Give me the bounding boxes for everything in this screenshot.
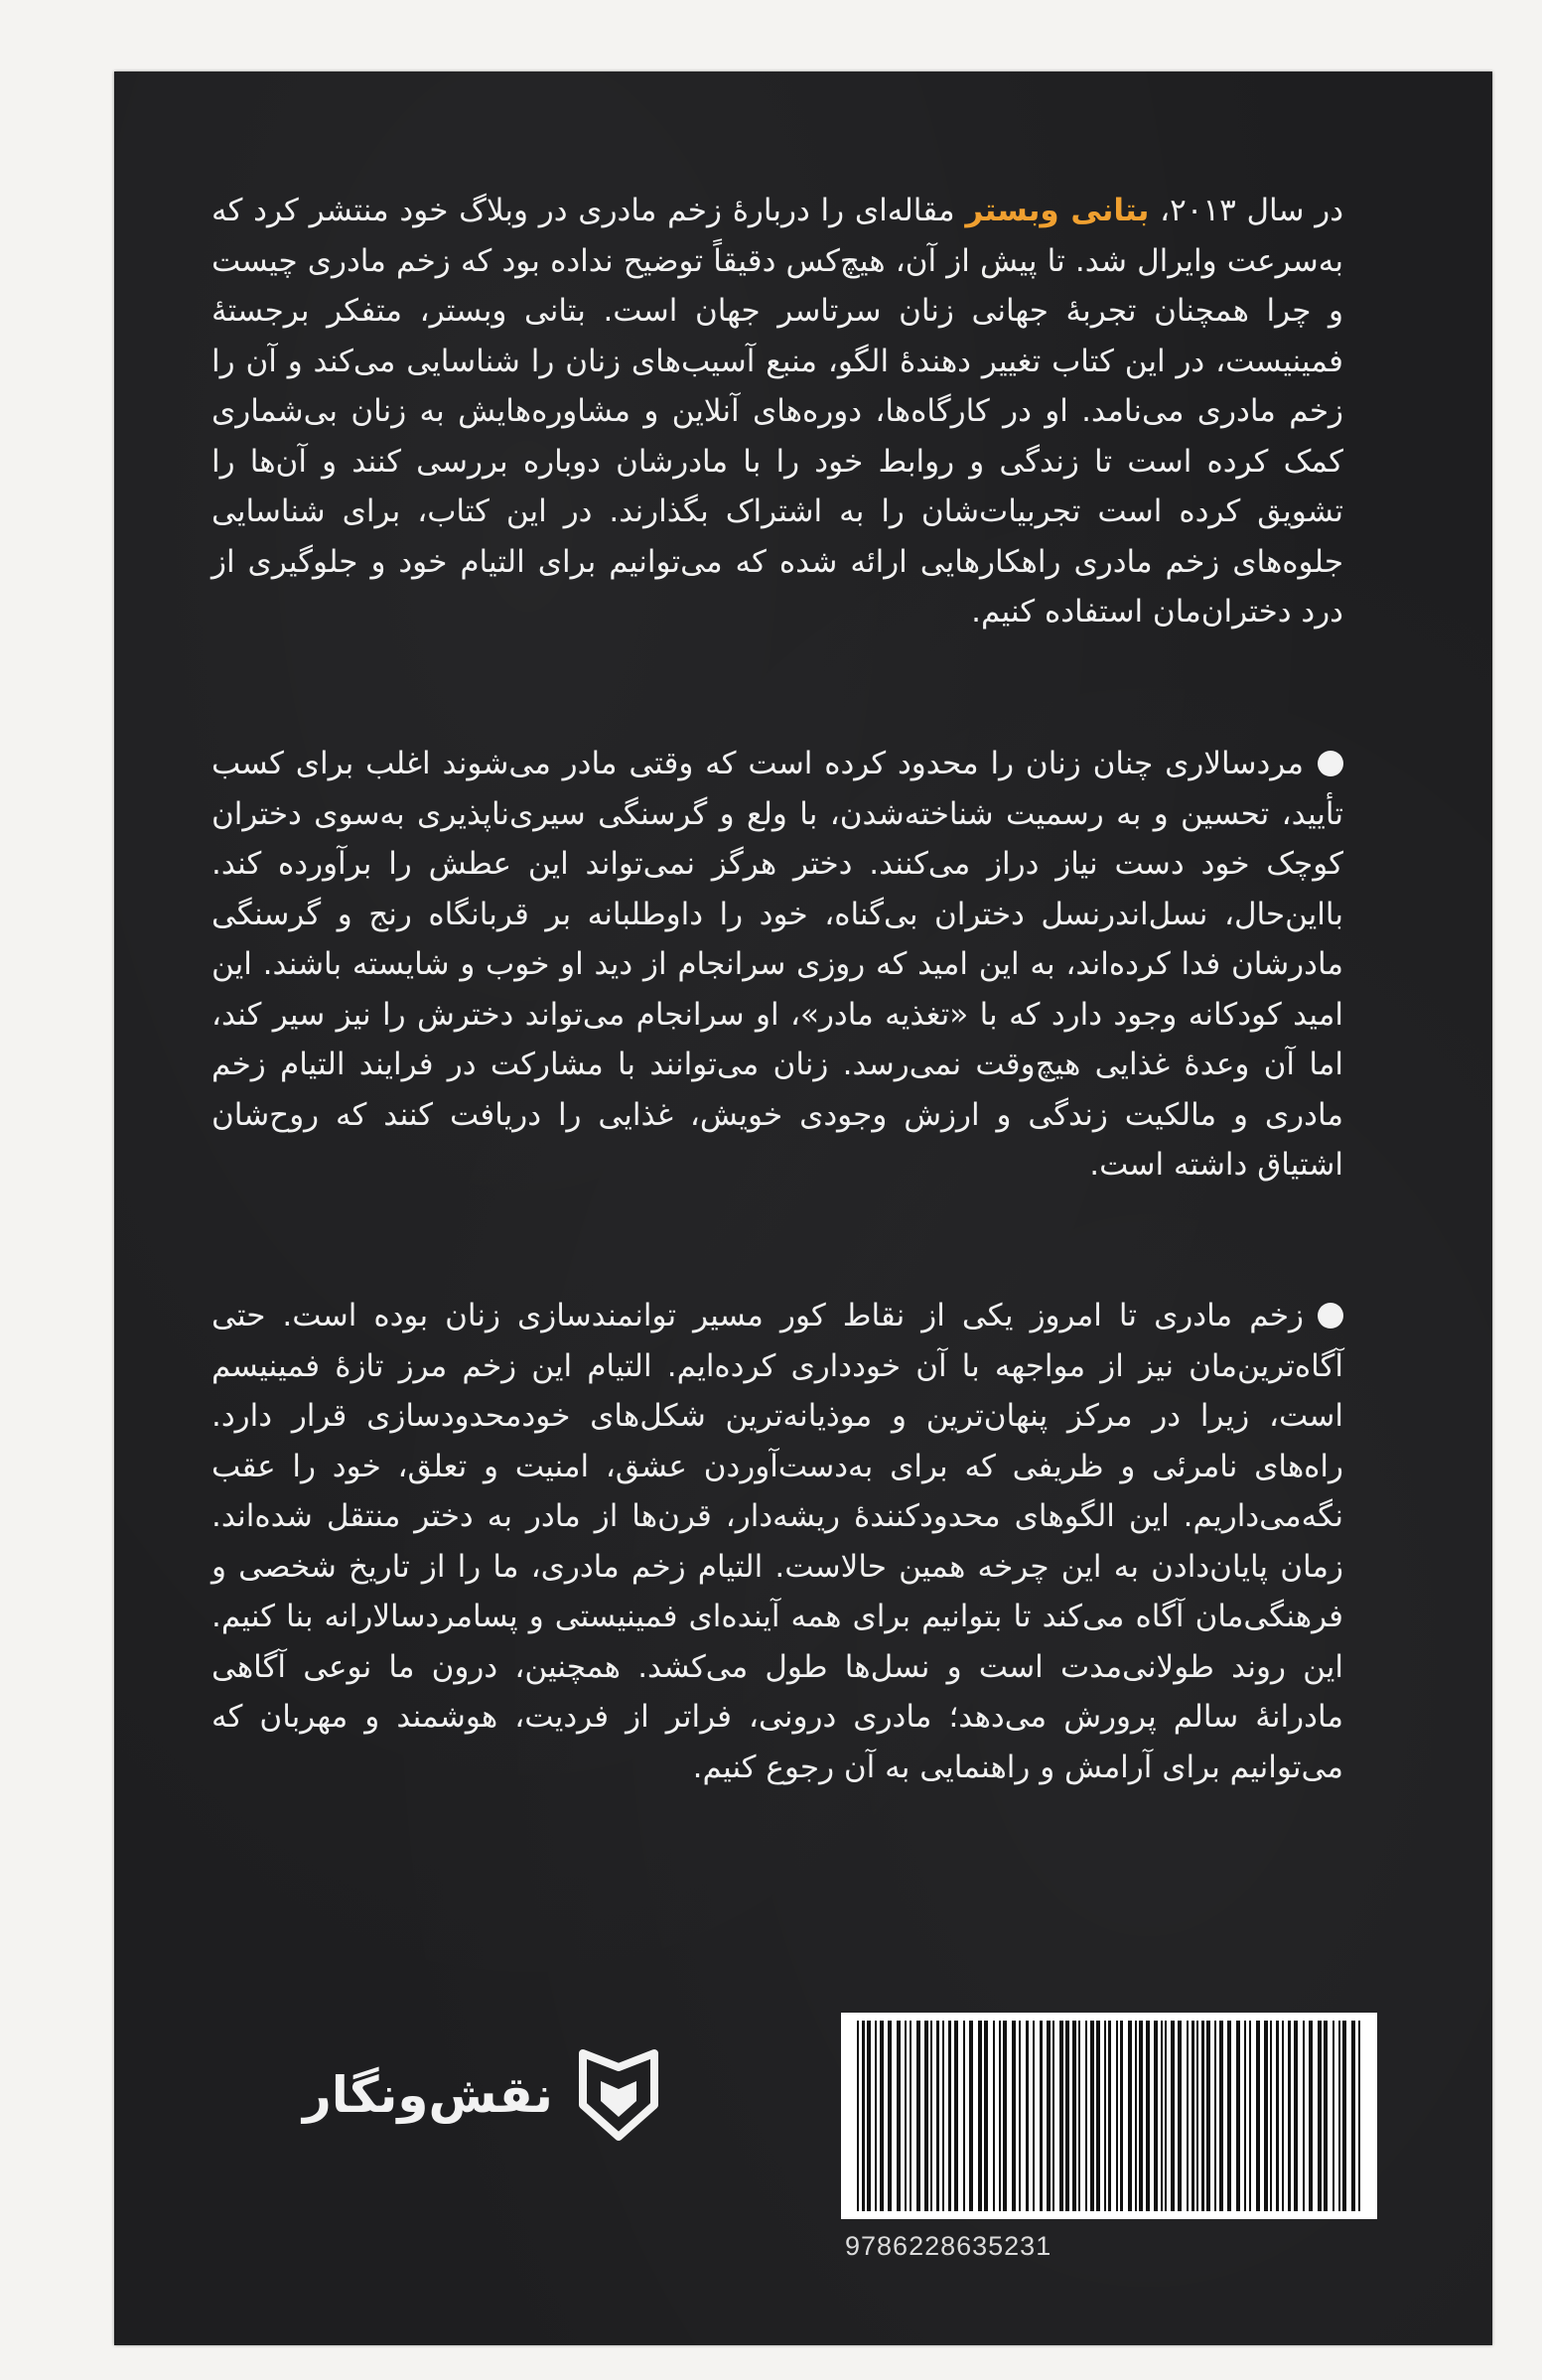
barcode-bar (1324, 2021, 1328, 2211)
barcode-bar (1276, 2021, 1279, 2211)
barcode-bar (984, 2021, 988, 2211)
barcode-bars (851, 2021, 1367, 2211)
barcode-bar (1187, 2021, 1189, 2211)
paragraph-2-text: مردسالاری چنان زنان را محدود کرده است که وقتی مادر می‌شوند اغلب برای کسب تأیید، تحسین و به رسمیت شناخته‌شدن، با ولع و گرسنگی سیری‌ناپذیری به‌سوی دختران کوچک خود دست نیاز دراز می‌کنند. دختر هرگز نمی‌تواند این عطش را برآورده کند. بااین‌حال، نسل‌اندرنسل دختران بی‌گناه، خود را داوطلبانه بر قربانگاه رنج و گرسنگی مادرشان فدا کرده‌اند، به این امید که روزی سرانجام از دید او خوب و شایسته باشند. این امید کودکانه وجود دارد که با «تغذیه مادر»، او سرانجام می‌تواند دخترش را نیز سیر کند، اما آن وعدهٔ غذایی هیچ‌وقت نمی‌رسد. زنان می‌توانند با مشارکت در فرایند التیام زخم مادری و مالکیت زندگی و ارزش وجودی خویش، غذایی را دریافت کنند که روح‌شان اشتیاق داشته است. (211, 746, 1343, 1183)
barcode-bar (1227, 2021, 1231, 2211)
barcode-bar (1338, 2021, 1340, 2211)
barcode-bar (916, 2021, 920, 2211)
barcode-bar (1342, 2021, 1346, 2211)
blurb-intro-text: در سال ۲۰۱۳، (1149, 193, 1343, 228)
barcode-bar (999, 2021, 1001, 2211)
barcode (841, 2013, 1377, 2219)
barcode-bar (1294, 2021, 1298, 2211)
barcode-bar (1139, 2021, 1143, 2211)
barcode-bar (1206, 2021, 1210, 2211)
barcode-bar (1288, 2021, 1291, 2211)
barcode-bar (1309, 2021, 1313, 2211)
barcode-bar (1318, 2021, 1322, 2211)
barcode-bar (936, 2021, 939, 2211)
barcode-bar (1165, 2021, 1167, 2211)
barcode-bar (1351, 2021, 1355, 2211)
barcode-bar (1282, 2021, 1284, 2211)
barcode-bar (1003, 2021, 1007, 2211)
blurb-paragraph-3 (211, 1291, 1343, 1792)
barcode-bar (1012, 2021, 1016, 2211)
barcode-bar (924, 2021, 928, 2211)
barcode-bar (905, 2021, 907, 2211)
back-cover (114, 71, 1492, 2345)
barcode-bar (930, 2021, 932, 2211)
barcode-bar (1033, 2021, 1035, 2211)
barcode-bar (1249, 2021, 1251, 2211)
barcode-bar (910, 2021, 911, 2211)
barcode-bar (1090, 2021, 1094, 2211)
barcode-bar (875, 2021, 877, 2211)
barcode-bar (857, 2021, 859, 2211)
barcode-bar (1104, 2021, 1106, 2211)
barcode-bar (1214, 2021, 1216, 2211)
barcode-bar (1171, 2021, 1175, 2211)
barcode-bar (897, 2021, 901, 2211)
barcode-bar (1154, 2021, 1158, 2211)
blurb-body-text: مقاله‌ای را دربارهٔ زخم مادری در وبلاگ خود منتشر کرد که به‌سرعت وایرال شد. تا پیش از آن، هیچ‌کس دقیقاً توضیح نداده بود که زخم مادری چیست و چرا همچنان تجربهٔ جهانی زنان سرتاسر جهان است. بتانی وبستر، متفکر برجستهٔ فمینیست، در این کتاب تغییر دهندهٔ الگو، منبع آسیب‌های زنان را شناسایی می‌کند و آن را زخم مادری می‌نامد. او در کارگاه‌ها، دوره‌های آنلاین و مشاوره‌هایش به زنان بی‌شماری کمک کرده است تا زندگی و روابط خود را با مادرشان دوباره بررسی کنند و آن‌ها را تشویق کرده است تجربیات‌شان را به اشتراک بگذارند. در این کتاب، برای شناسایی جلوه‌های زخم مادری راهکارهایی ارائه شده که می‌توانیم برای التیام خود و جلوگیری از درد دختران‌مان استفاده کنیم. (211, 193, 1343, 630)
publisher-logo (303, 2047, 658, 2143)
barcode-bar (978, 2021, 982, 2211)
barcode-bar (1059, 2021, 1063, 2211)
barcode-bar (1332, 2021, 1334, 2211)
barcode-bar (1161, 2021, 1163, 2211)
bullet-dot-icon (1318, 1303, 1343, 1329)
barcode-bar (1201, 2021, 1204, 2211)
barcode-bar (1270, 2021, 1272, 2211)
barcode-bar (1264, 2021, 1268, 2211)
barcode-bar (993, 2021, 995, 2211)
barcode-bar (1065, 2021, 1069, 2211)
barcode-bar (1196, 2021, 1198, 2211)
paragraph-3-text: زخم مادری تا امروز یکی از نقاط کور مسیر توانمندسازی زنان بوده است. حتی آگاه‌ترین‌مان نیز از مواجهه با آن خودداری کرده‌ایم. التیام این زخم مرز تازهٔ فمینیسم است، زیرا در مرکز پنهان‌ترین و موذیانه‌ترین شکل‌های خودمحدودسازی قرار دارد. راه‌های نامرئی و ظریفی که برای به‌دست‌آوردن عشق، امنیت و تعلق، خود را عقب نگه‌می‌داریم. این الگوهای محدودکنندهٔ ریشه‌دار، قرن‌ها از مادر به دختر منتقل شده‌اند. زمان پایان‌دادن به این چرخه همین حالاست. التیام زخم مادری، ما را از تاریخ شخصی و فرهنگی‌مان آگاه می‌کند تا بتوانیم برای همه آینده‌ای فمینیستی و پسامردسالارانه بنا کنیم. این روند طولانی‌مدت است و نسل‌ها طول می‌کشد. همچنین، درون ما نوعی آگاهی مادرانهٔ سالم پرورش می‌دهد؛ مادری درونی، فراتر از فردیت، هوشمند و مهربان که می‌توانیم برای آرامش و راهنمایی به آن رجوع کنیم. (211, 1298, 1343, 1785)
barcode-bar (1096, 2021, 1100, 2211)
barcode-bar (1358, 2021, 1360, 2211)
barcode-bar (954, 2021, 958, 2211)
barcode-bar (1026, 2021, 1029, 2211)
barcode-bar (1078, 2021, 1080, 2211)
barcode-bar (969, 2021, 973, 2211)
barcode-bar (1120, 2021, 1123, 2211)
barcode-bar (1236, 2021, 1240, 2211)
barcode-bar (1244, 2021, 1246, 2211)
barcode-bar (1219, 2021, 1223, 2211)
barcode-bar (1085, 2021, 1087, 2211)
bullet-dot-icon (1318, 751, 1343, 776)
publisher-name: نقش‌ونگار (303, 2066, 553, 2124)
barcode-bar (1128, 2021, 1132, 2211)
blurb-paragraph-2 (211, 739, 1343, 1190)
barcode-bar (963, 2021, 965, 2211)
barcode-bar (888, 2021, 892, 2211)
barcode-bar (867, 2021, 871, 2211)
barcode-bar (1192, 2021, 1194, 2211)
barcode-bar (1146, 2021, 1150, 2211)
blurb-paragraph-1 (211, 186, 1343, 637)
barcode-bar (1108, 2021, 1111, 2211)
barcode-bar (942, 2021, 944, 2211)
barcode-bar (1047, 2021, 1051, 2211)
barcode-bar (1256, 2021, 1260, 2211)
isbn-number: 9786228635231 (845, 2231, 1052, 2261)
barcode-bar (1116, 2021, 1118, 2211)
barcode-bar (880, 2021, 884, 2211)
barcode-bar (1178, 2021, 1182, 2211)
publisher-book-shield-icon (579, 2047, 658, 2143)
barcode-bar (1303, 2021, 1305, 2211)
barcode-bar (1052, 2021, 1054, 2211)
barcode-bar (948, 2021, 951, 2211)
barcode-bar (1135, 2021, 1137, 2211)
barcode-bar (1072, 2021, 1076, 2211)
barcode-bar (1040, 2021, 1043, 2211)
barcode-bar (862, 2021, 865, 2211)
author-name: بتانی وبستر (965, 193, 1150, 228)
barcode-bar (1019, 2021, 1021, 2211)
